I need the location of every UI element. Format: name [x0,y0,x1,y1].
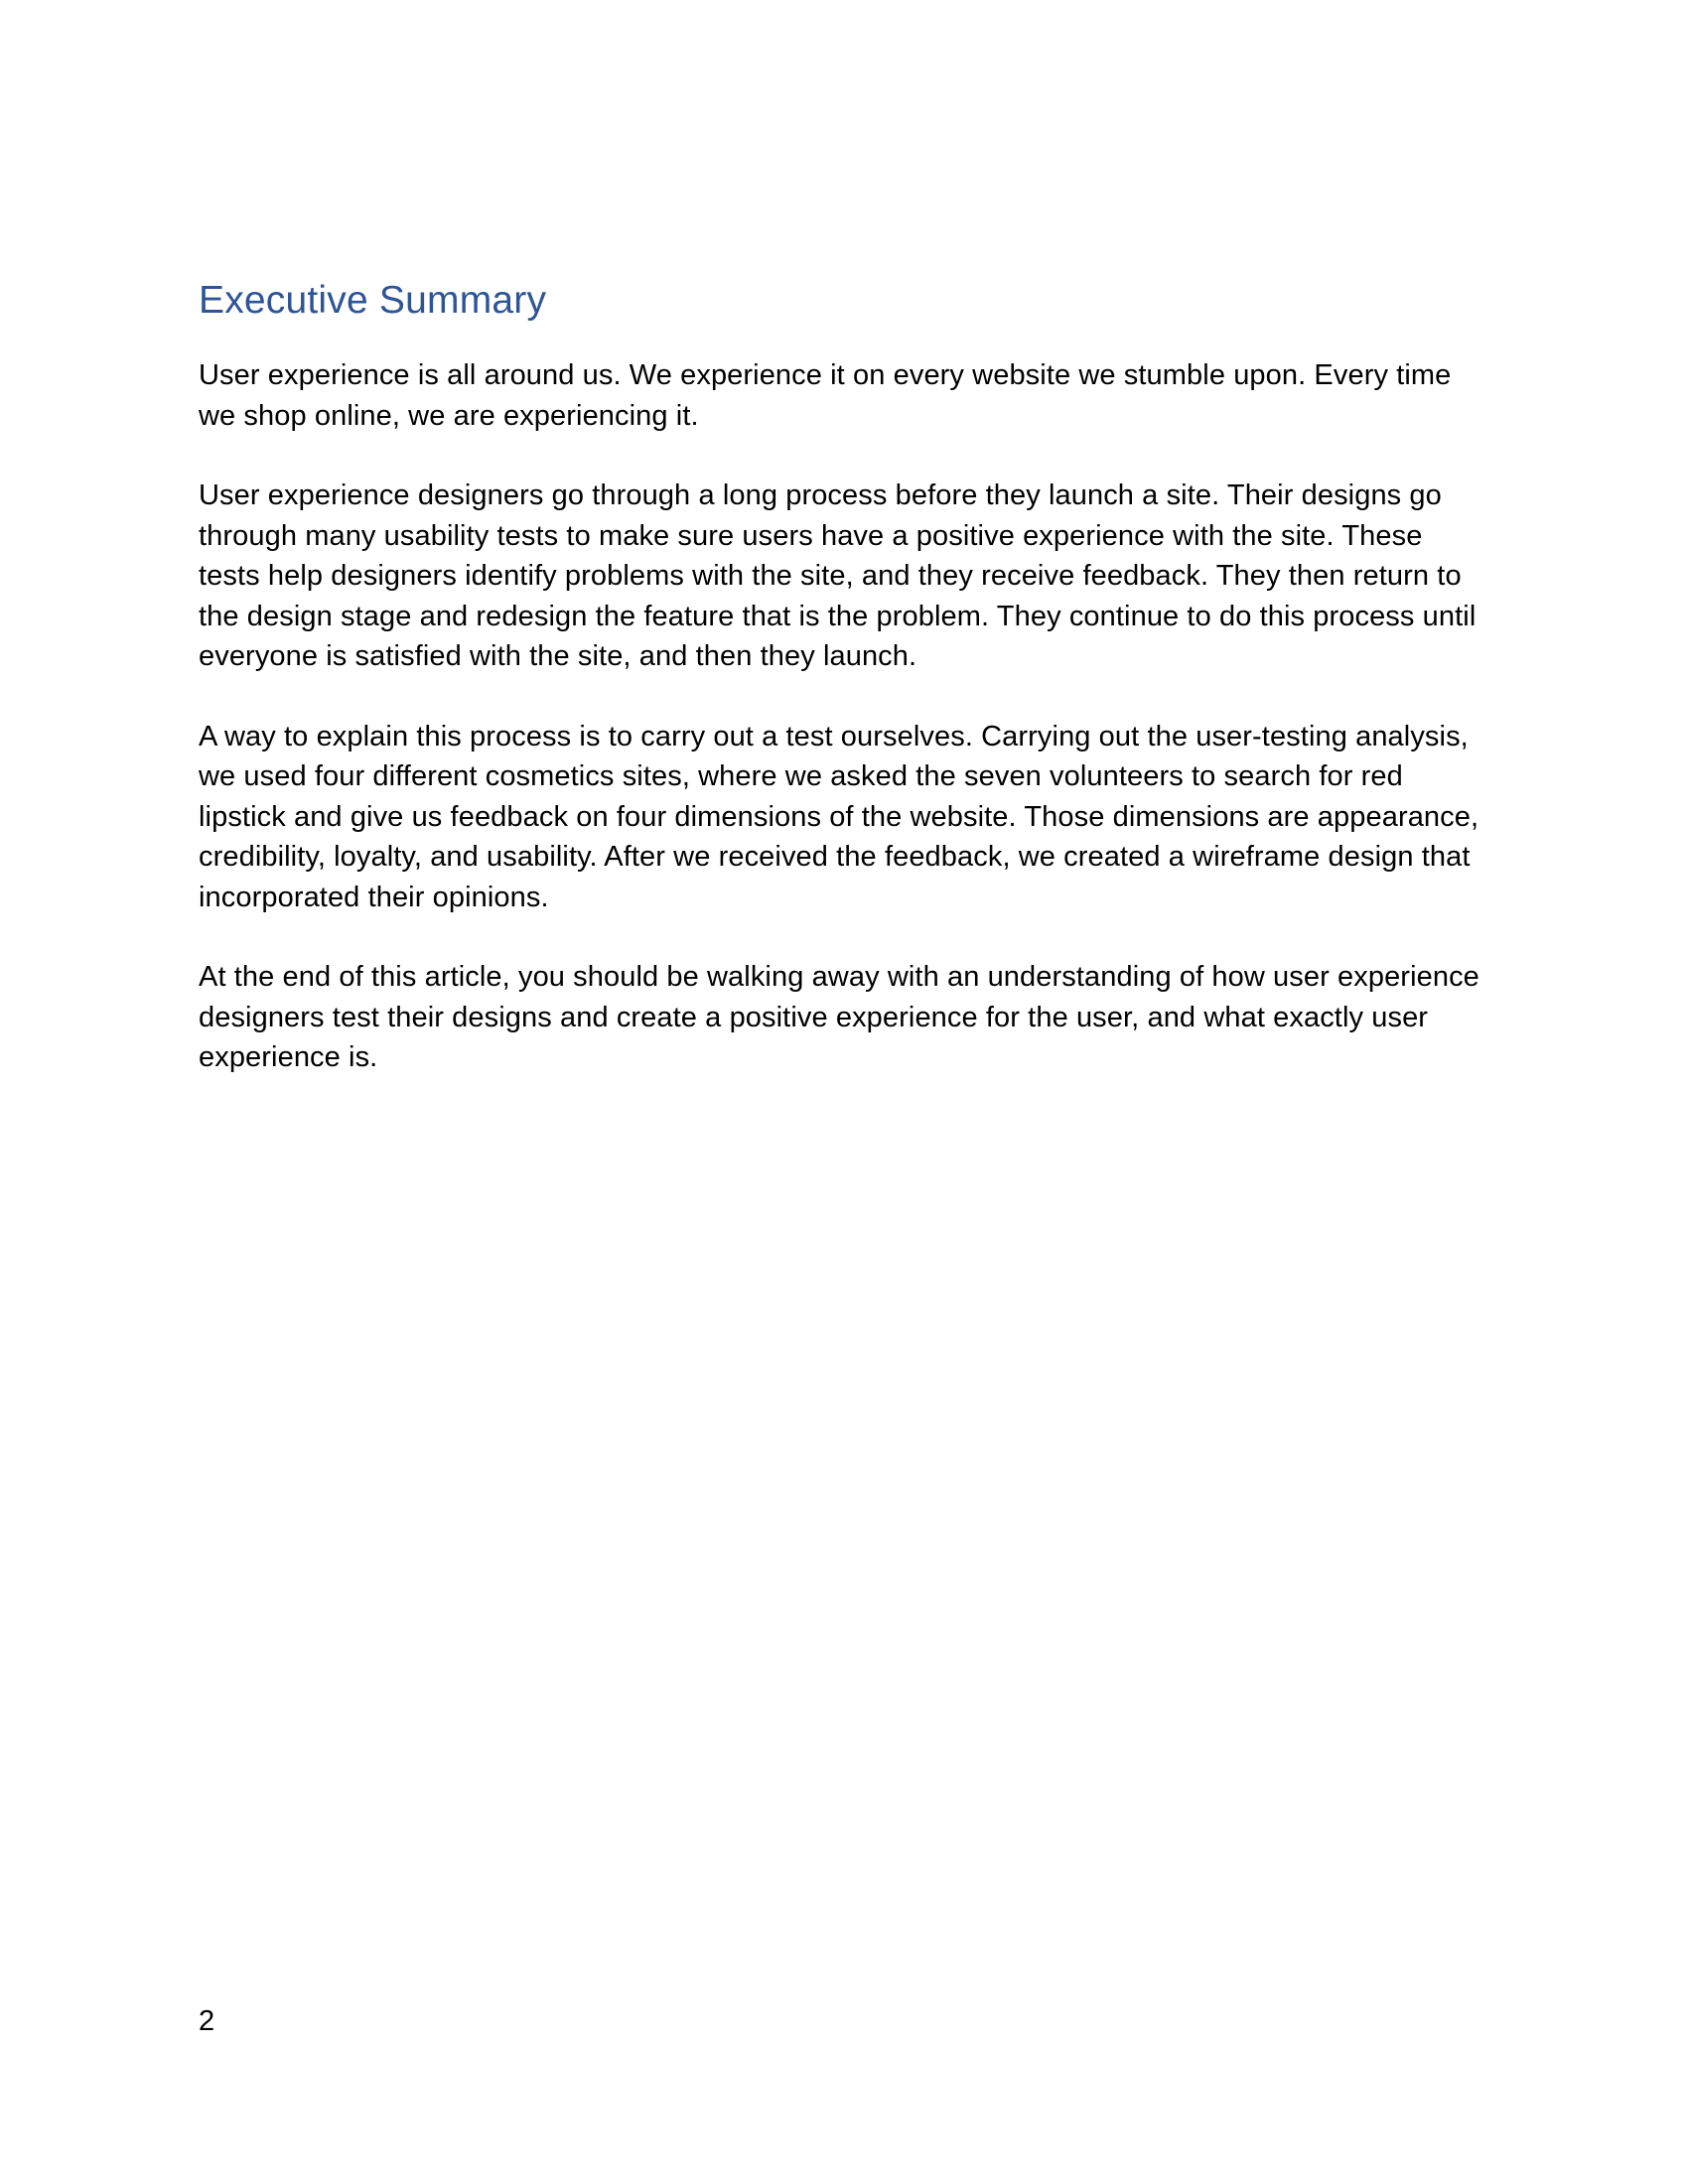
page-number: 2 [199,2005,215,2037]
page-content [199,276,1489,1118]
section-heading: Executive Summary [199,279,547,322]
paragraph-1: User experience is all around us. We experience it on every website we stumble upon. Every time we shop online, we are experiencing it. [199,359,1452,432]
paragraph-4: At the end of this article, you should be walking away with an understanding of how user experience designers test their designs and create a positive experience for the user, and what exactly user experience is. [199,961,1479,1073]
paragraph-2: User experience designers go through a long process before they launch a site. Their designs go through many usability tests to make sure users have a positive experience with the site. These tests help designers identify problems with the site, and they receive feedback. They then return to the design stage and redesign the feature that is the problem. They continue to do this process until everyone is satisfied with the site, and then they launch. [199,479,1477,672]
paragraph-3: A way to explain this process is to carry out a test ourselves. Carrying out the user-testing analysis, we used four different cosmetics sites, where we asked the seven volunteers to search for red lipstick and give us feedback on four dimensions of the website. Those dimensions are appearance, credibility, loyalty, and usability. After we received the feedback, we created a wireframe design that incorporated their opinions. [199,720,1479,913]
